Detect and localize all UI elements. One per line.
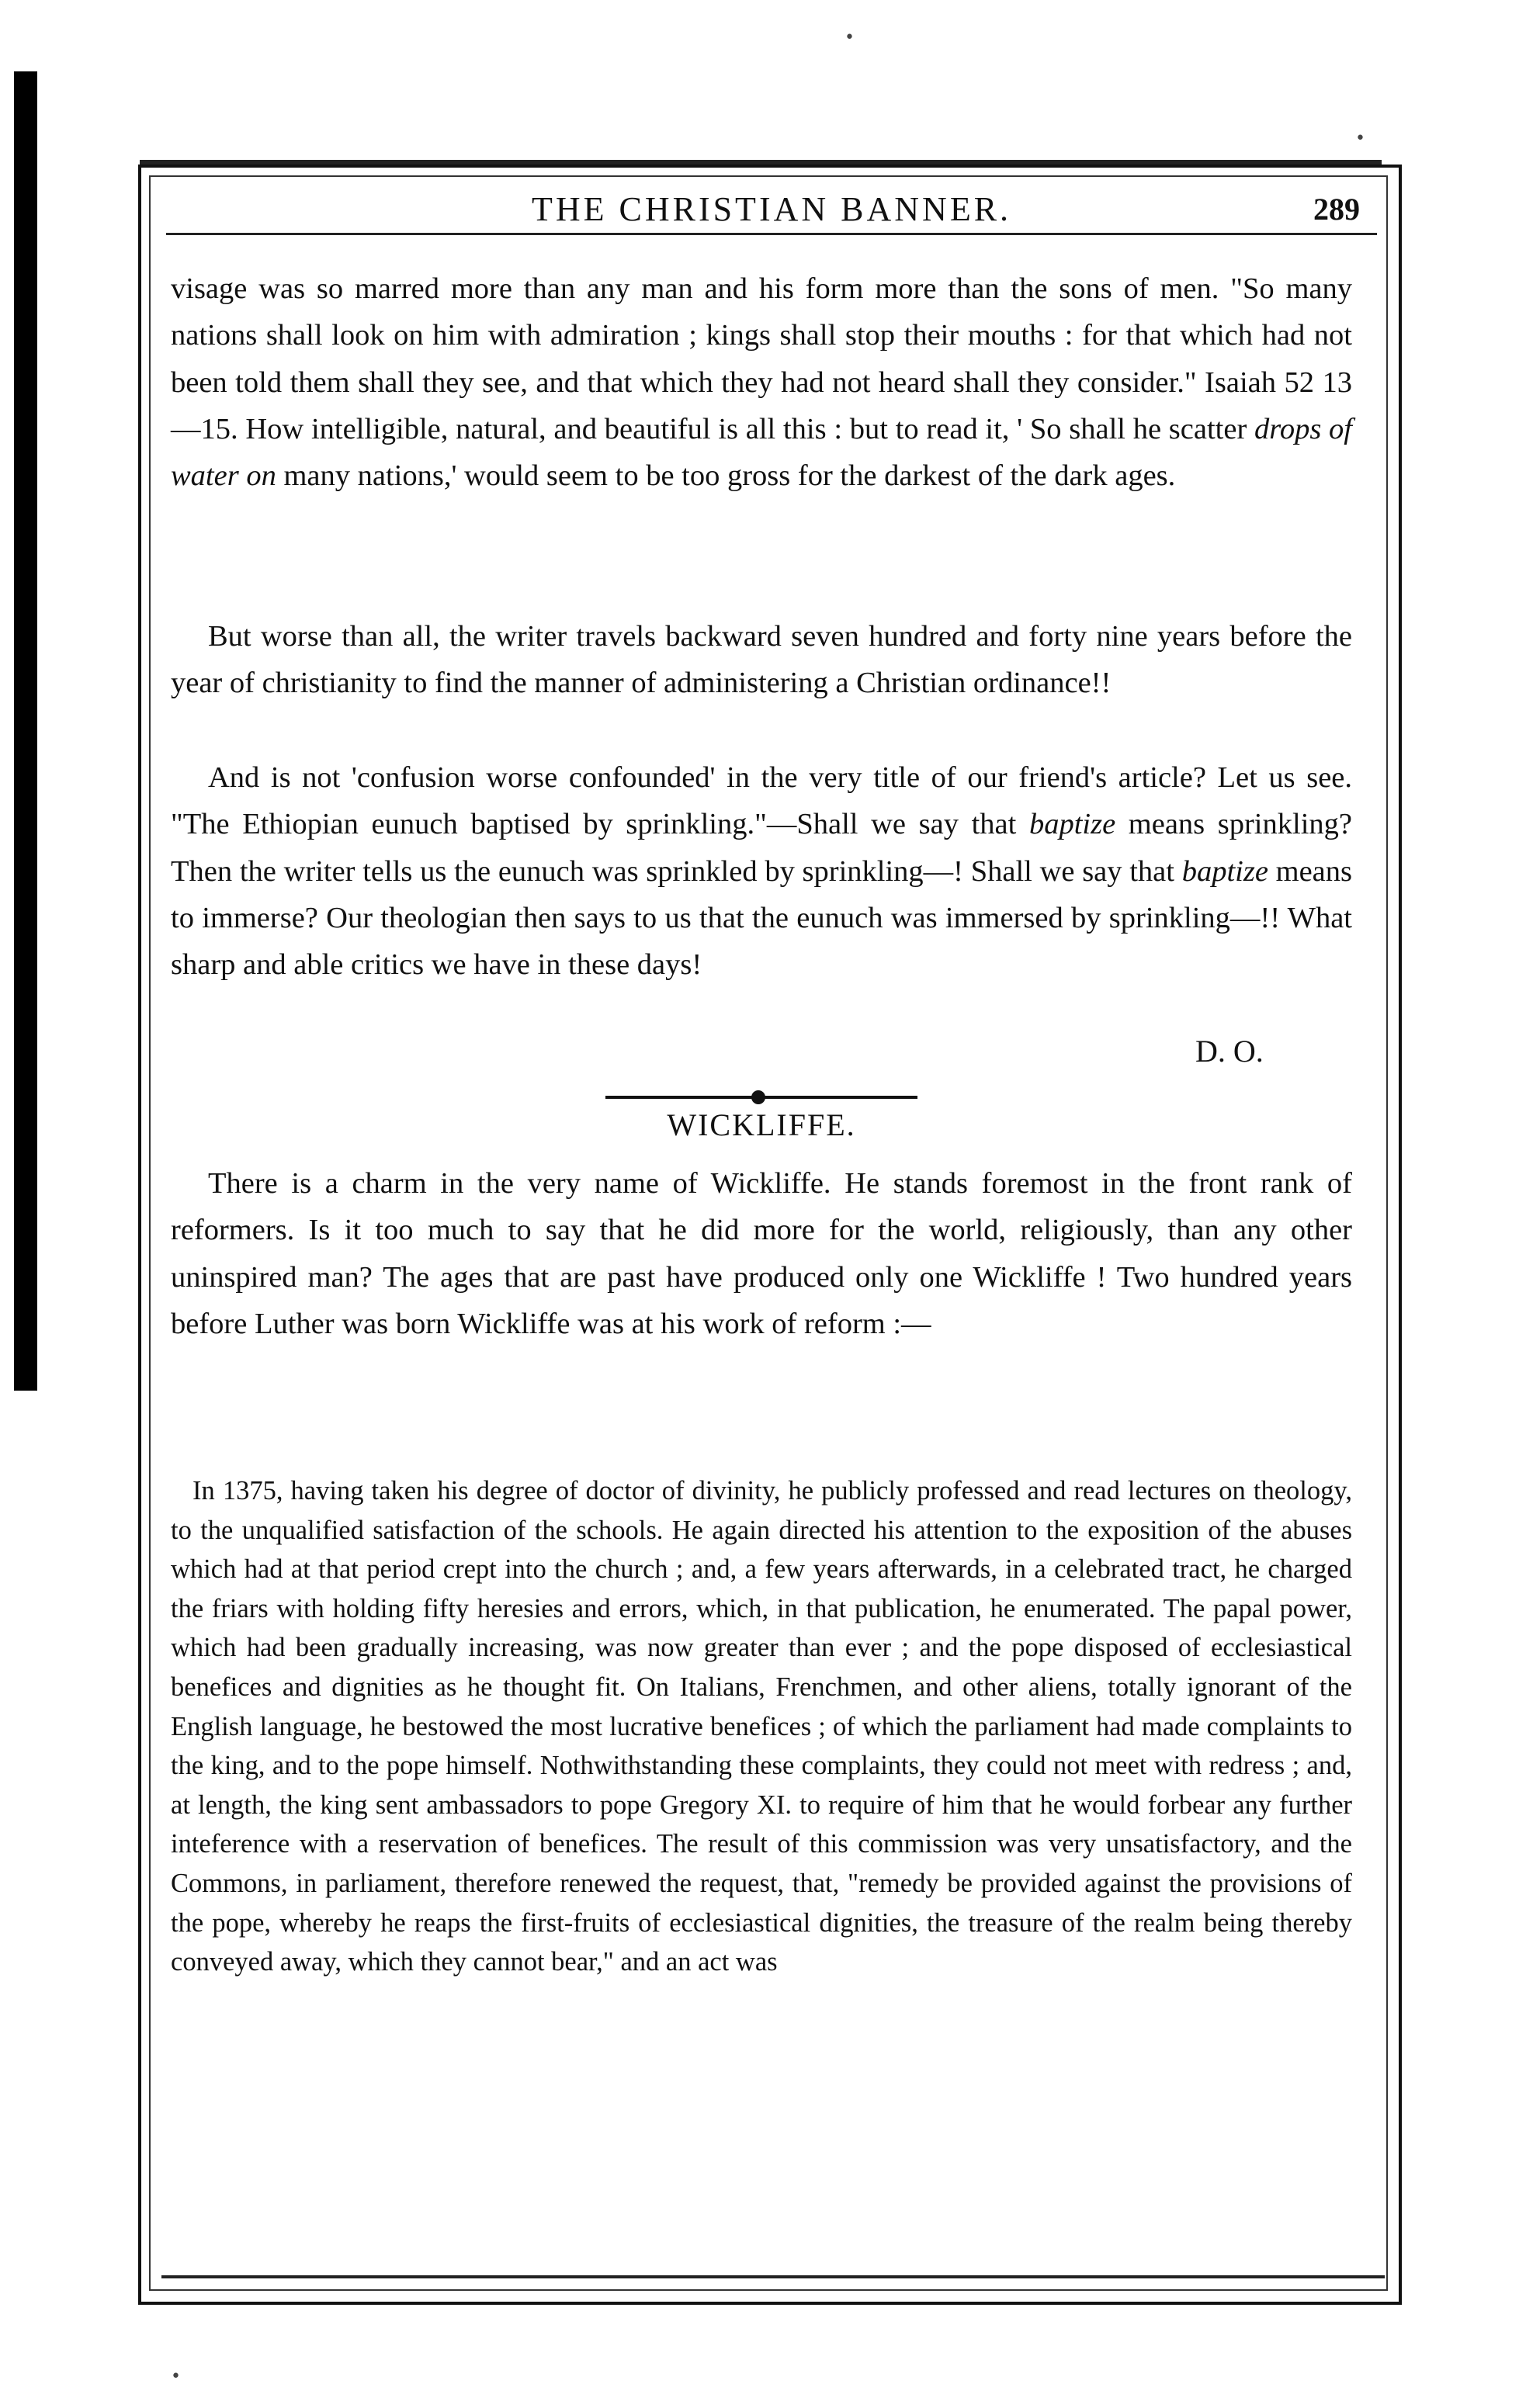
header-rule: [166, 233, 1377, 235]
scan-speck: •: [1355, 129, 1365, 148]
paragraph-confusion: And is not 'confusion worse confounded' in the very title of our friend's article? Let us see. "The Ethiopian eunuch baptised by sprinkling."—Shall we say that baptize means sprinkling? Then the writer tells us the eunuch was sprinkled by sprinkling—! Shall we say that baptize means to immerse? Our theologian then says to us that the eunuch was immersed by sprinkling—!! What sharp and able critics we have in these days!: [171, 761, 1352, 982]
author-signature: D. O.: [1195, 1034, 1264, 1069]
block-quote: In 1375, having taken his degree of doctor of divinity, he publicly professed and read lectures on theology, to the unqualified satisfaction of the schools. He again directed his attention to the exposition of the abuses which had at that period crept into the church ; and, a few years afterwards, in a celebrated tract, he charged the friars with holding fifty heresies and errors, which, in that publication, he enumerated. The papal power, which had been gradually increasing, was now greater than ever ; and the pope disposed of ecclesiastical benefices and dignities as he thought fit. On Italians, Frenchmen, and other aliens, totally ignorant of the English language, he bestowed the most lucrative benefices ; of which the parliament had made complaints to the king, and to the pope himself. Nothwithstanding these complaints, they could not meet with redress ; and, at length, the king sent ambassadors to pope Gregory XI. to require of him that he would forbear any further inteference with a reservation of benefices. The result of this commission was very unsatisfactory, and the Commons, in parliament, therefore renewed the request, that, "remedy be provided against the provisions of the pope, whereby he reaps the first-fruits of ecclesiastical dignities, the treasure of the realm being thereby conveyed away, which they cannot bear," and an act was: [171, 1476, 1352, 1977]
section-title: WICKLIFFE.: [667, 1107, 856, 1142]
bottom-rule: [161, 2275, 1385, 2278]
page-number: 289: [1313, 192, 1360, 227]
scan-speck: •: [171, 2367, 181, 2386]
publication-title: THE CHRISTIAN BANNER.: [531, 190, 1012, 228]
paragraph-backward: But worse than all, the writer travels backward seven hundred and forty nine years before the year of christianity to find the manner of administering a Christian ordinance!!: [171, 620, 1352, 700]
scan-edge-shadow: [14, 71, 37, 1391]
paragraph-isaiah: visage was so marred more than any man and his form more than the sons of men. "So many nations shall look on him with admiration ; kings shall stop their mouths : for that which had not been told them shall they see, and that which they had not heard shall they consider." Isaiah 52 13—15. How intelligible, natural, and beautiful is all this : but to read it, ' So shall he scatter drops of water on many nations,' would seem to be too gross for the darkest of the dark ages.: [171, 272, 1352, 493]
emphasis: baptize: [1181, 854, 1268, 888]
scan-speck: •: [845, 28, 855, 47]
emphasis: drops of water on: [171, 412, 1352, 493]
paragraph-wickliffe-intro: There is a charm in the very name of Wickliffe. He stands foremost in the front rank of reformers. Is it too much to say that he did more for the world, religiously, than any other uninspired man? The ages that are past have produced only one Wickliffe ! Two hundred years before Luther was born Wickliffe was at his work of reform :—: [171, 1167, 1352, 1340]
divider-ornament: [751, 1090, 765, 1104]
emphasis: baptize: [1028, 808, 1116, 841]
